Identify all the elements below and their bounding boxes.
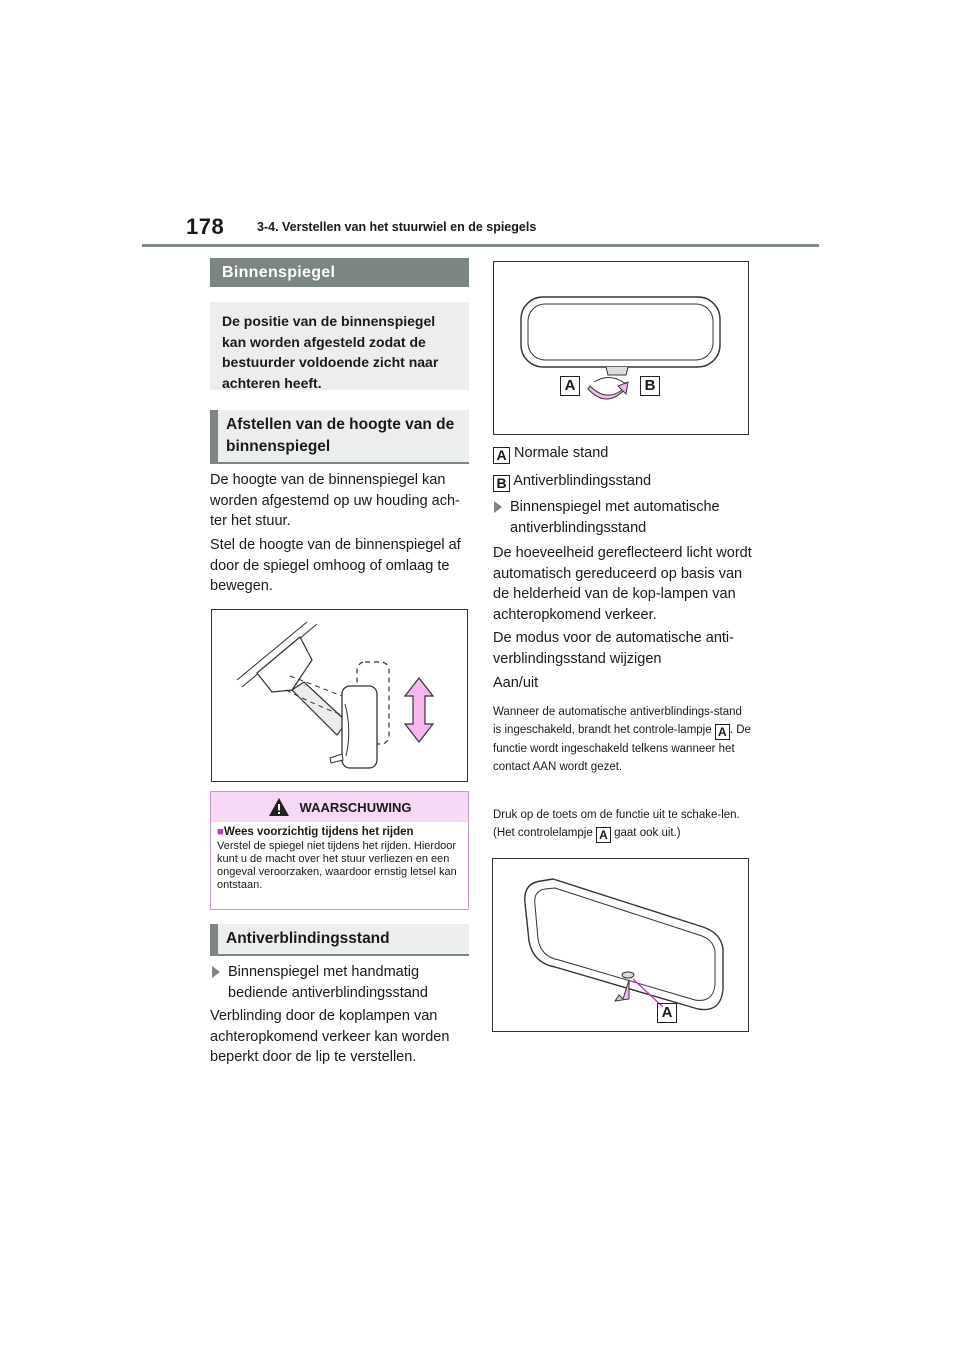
warning-square-icon: ■: [217, 826, 224, 838]
figure-label-b: B: [640, 376, 660, 396]
legend-b: B Antiverblindingsstand: [493, 471, 753, 492]
auto-paragraph-1: De hoeveelheid gereflecteerd licht wordt automatisch gereduceerd op basis van de helderheid van de kop-lampen van achteropkomend verkeer.: [493, 545, 752, 623]
legend-b-marker: B: [493, 475, 510, 492]
height-paragraph-1: De hoogte van de binnenspiegel kan worden afgestemd op uw houding ach-ter het stuur.: [210, 472, 460, 529]
intro-box: De positie van de binnenspiegel kan worden afgesteld zodat de bestuurder voldoende zicht naar achteren heeft.: [210, 302, 469, 390]
legend-a: A Normale stand: [493, 443, 753, 464]
legend-a-marker: A: [493, 447, 510, 464]
mirror-tilt-figure: [493, 261, 749, 435]
header-rule: [142, 244, 819, 247]
auto-paragraph-3: Aan/uit: [493, 675, 539, 691]
height-paragraph-2: Stel de hoogte van de binnenspiegel af door de spiegel omhoog of omlaag te bewegen.: [210, 537, 461, 594]
indicator-a-marker-2: A: [596, 827, 611, 843]
auto-note-1: Wanneer de automatische antiverblindings-stand is ingeschakeld, brandt het controle-lampje A . De functie wordt ingeschakeld telkens wanneer het contact AAN wordt gezet.: [493, 706, 751, 773]
auto-paragraph-2: De modus voor de automatische anti-verblindingsstand wijzigen: [493, 630, 734, 667]
warning-box: [210, 791, 469, 910]
manual-mirror-bullet: Binnenspiegel met handmatig bediende antiverblindingsstand: [212, 962, 470, 1003]
section-title: Binnenspiegel: [210, 258, 469, 287]
rotate-arrow: [588, 377, 628, 399]
mirror-height-illustration: [212, 610, 467, 781]
indicator-a-marker: A: [715, 724, 730, 740]
bullet-triangle-icon: [494, 501, 502, 513]
warning-title: ■Wees voorzichtig tijdens het rijden: [217, 826, 414, 838]
figure-label-a: A: [560, 376, 580, 396]
auto-mirror-bullet: Binnenspiegel met automatische antiverblindingsstand: [494, 497, 750, 538]
height-heading: Afstellen van de hoogte van de binnenspiegel: [210, 410, 469, 464]
up-down-arrow: [405, 678, 433, 742]
warning-label: WAARSCHUWING: [299, 799, 412, 815]
mirror-height-figure: [211, 609, 468, 782]
mirror-tilt-illustration: [494, 262, 748, 434]
anti-glare-heading: Antiverblindingsstand: [210, 924, 469, 956]
chapter-title: 3-4. Verstellen van het stuurwiel en de spiegels: [257, 220, 537, 234]
auto-note-2: Druk op de toets om de functie uit te schake-len. (Het controlelampje A gaat ook uit.): [493, 809, 740, 842]
warning-triangle-icon: [268, 797, 290, 817]
manual-mirror-text: Verblinding door de koplampen van achteropkomend verkeer kan worden beperkt door de lip te verstellen.: [210, 1008, 450, 1065]
page-number: 178: [186, 214, 225, 239]
auto-mirror-figure: [492, 858, 749, 1032]
bullet-triangle-icon: [212, 966, 220, 978]
auto-mirror-illustration: [493, 859, 748, 1031]
warning-text: Verstel de spiegel niet tijdens het rijden. Hierdoor kunt u de macht over het stuur verliezen en een ongeval veroorzaken, waardoor ernstig letsel kan ontstaan.: [217, 840, 457, 891]
figure-label-a-2: A: [657, 1003, 677, 1023]
warning-header: [211, 792, 468, 822]
